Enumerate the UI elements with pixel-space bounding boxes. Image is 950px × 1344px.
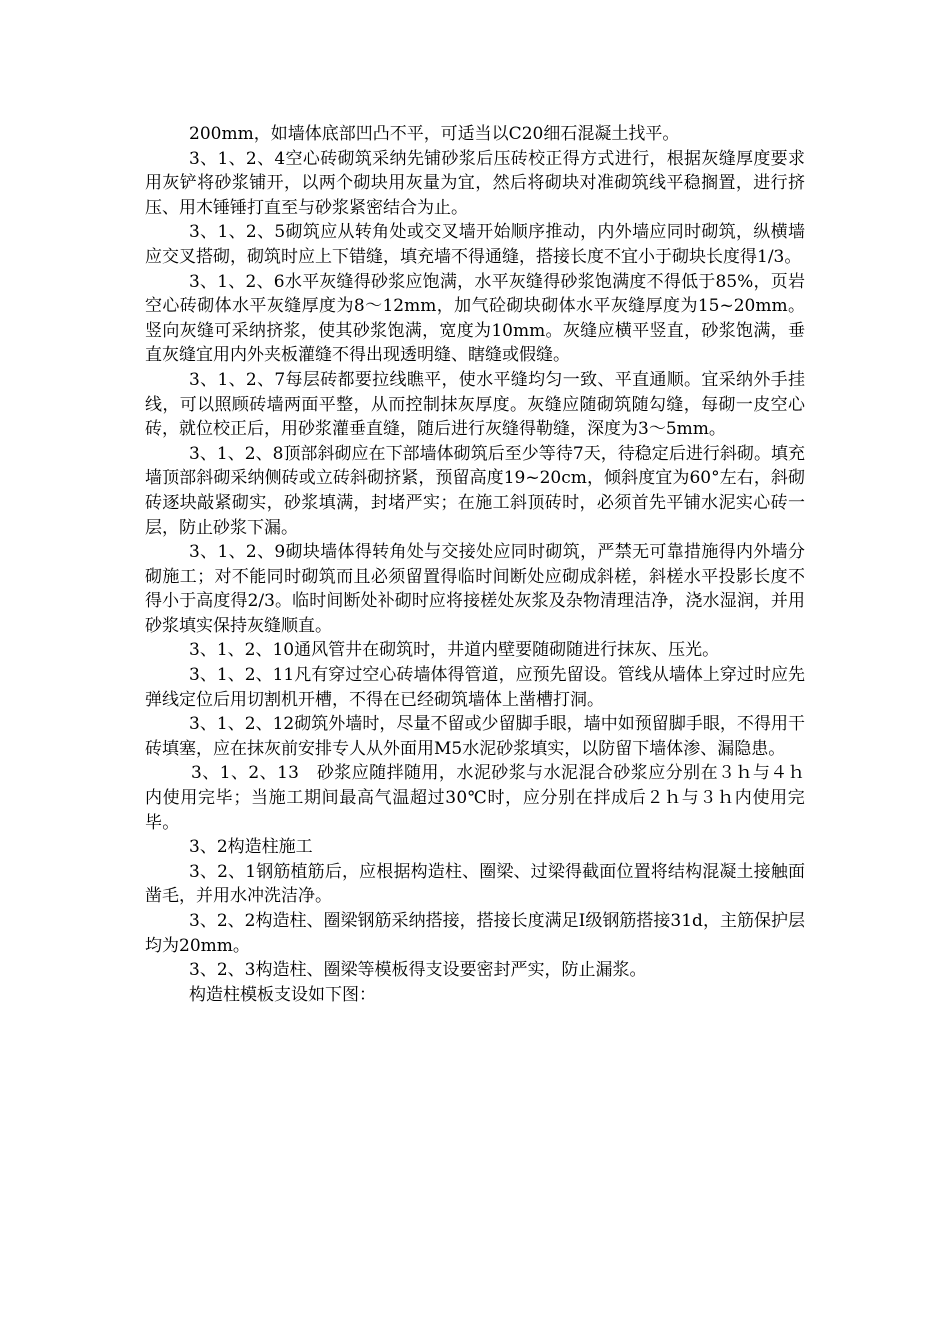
document-body: [145, 122, 805, 1007]
paragraph-3-1-2-5: 3、1、2、5砌筑应从转角处或交叉墙开始顺序推动，内外墙应同时砌筑，纵横墙应交叉搭砌，砌筑时应上下错缝，填充墙不得通缝，搭接长度不宜小于砌块长度得1/3。: [145, 222, 805, 267]
paragraph-3-1-2-7: 3、1、2、7每层砖都要拉线瞧平，使水平缝均匀一致、平直通顺。宜采纳外手挂线，可以照顾砖墙两面平整，从而控制抹灰厚度。灰缝应随砌筑随勾缝，每砌一皮空心砖，就位校正后，用砂浆灌垂直缝，随后进行灰缝得勒缝，深度为3～5mm。: [145, 369, 805, 440]
paragraph-3-1-2-12: 3、1、2、12砌筑外墙时，尽量不留或少留脚手眼，墙中如预留脚手眼，不得用干砖填塞，应在抹灰前安排专人从外面用M5水泥砂浆填实，以防留下墙体渗、漏隐患。: [145, 714, 805, 759]
paragraph-3-1-2-9: 3、1、2、9砌块墙体得转角处与交接处应同时砌筑，严禁无可靠措施得内外墙分砌施工；对不能同时砌筑而且必须留置得临时间断处应砌成斜槎，斜槎水平投影长度不得小于高度得2/3。临时间断处补砌时应将接槎处灰浆及杂物清理洁净，浇水湿润，并用砂浆填实保持灰缝顺直。: [145, 542, 805, 636]
paragraph-3-1-2-6: 3、1、2、6水平灰缝得砂浆应饱满，水平灰缝得砂浆饱满度不得低于85%，页岩空心砖砌体水平灰缝厚度为8～12mm，加气砼砌块砌体水平灰缝厚度为15~20mm。竖向灰缝可采纳挤浆，使其砂浆饱满，宽度为10mm。灰缝应横平竖直，砂浆饱满，垂直灰缝宜用内外夹板灌缝不得出现透明缝、瞎缝或假缝。: [145, 271, 805, 366]
paragraph-3-1-2-11: 3、1、2、11凡有穿过空心砖墙体得管道，应预先留设。管线从墙体上穿过时应先弹线定位后用切割机开槽，不得在已经砌筑墙体上凿槽打洞。: [145, 665, 805, 710]
paragraph-3-2-2: 3、2、2构造柱、圈梁钢筋采纳搭接，搭接长度满足Ⅰ级钢筋搭接31d，主筋保护层均为20mm。: [145, 911, 805, 956]
section-heading-3-2: 3、2构造柱施工: [189, 837, 313, 858]
paragraph-3-1-2-4: 3、1、2、4空心砖砌筑采纳先铺砂浆后压砖校正得方式进行，根据灰缝厚度要求用灰铲将砂浆铺开，以两个砌块用灰量为宜，然后将砌块对准砌筑线平稳搁置，进行挤压、用木锤锤打直至与砂浆紧密结合为止。: [145, 148, 805, 218]
paragraph-3-2-1: 3、2、1钢筋植筋后，应根据构造柱、圈梁、过梁得截面位置将结构混凝土接触面凿毛，并用水冲洗洁净。: [145, 861, 805, 907]
paragraph-3-1-2-13: 3、1、2、13 砂浆应随拌随用，水泥砂浆与水泥混合砂浆应分别在３ｈ与４ｈ内使用完毕；当施工期间最高气温超过30℃时，应分别在拌成后２ｈ与３ｈ内使用完毕。: [145, 763, 805, 833]
paragraph-3-1-2-10: 3、1、2、10通风管井在砌筑时，井道内壁要随砌随进行抹灰、压光。: [189, 640, 720, 661]
paragraph-3-2-3: 3、2、3构造柱、圈梁等模板得支设要密封严实，防止漏浆。: [189, 960, 647, 981]
paragraph-continuation: 200mm，如墙体底部凹凸不平，可适当以C20细石混凝土找平。: [189, 124, 680, 144]
figure-intro-line: 构造柱模板支设如下图：: [189, 984, 376, 1005]
paragraph-3-1-2-8: 3、1、2、8顶部斜砌应在下部墙体砌筑后至少等待7天，待稳定后进行斜砌。填充墙顶部斜砌采纳侧砖或立砖斜砌挤紧，预留高度19~20cm，倾斜度宜为60°左右，斜砌砖逐块敲紧砌实，砂浆填满，封堵严实；在施工斜顶砖时，必须首先平铺水泥实心砖一层，防止砂浆下漏。: [145, 443, 805, 538]
